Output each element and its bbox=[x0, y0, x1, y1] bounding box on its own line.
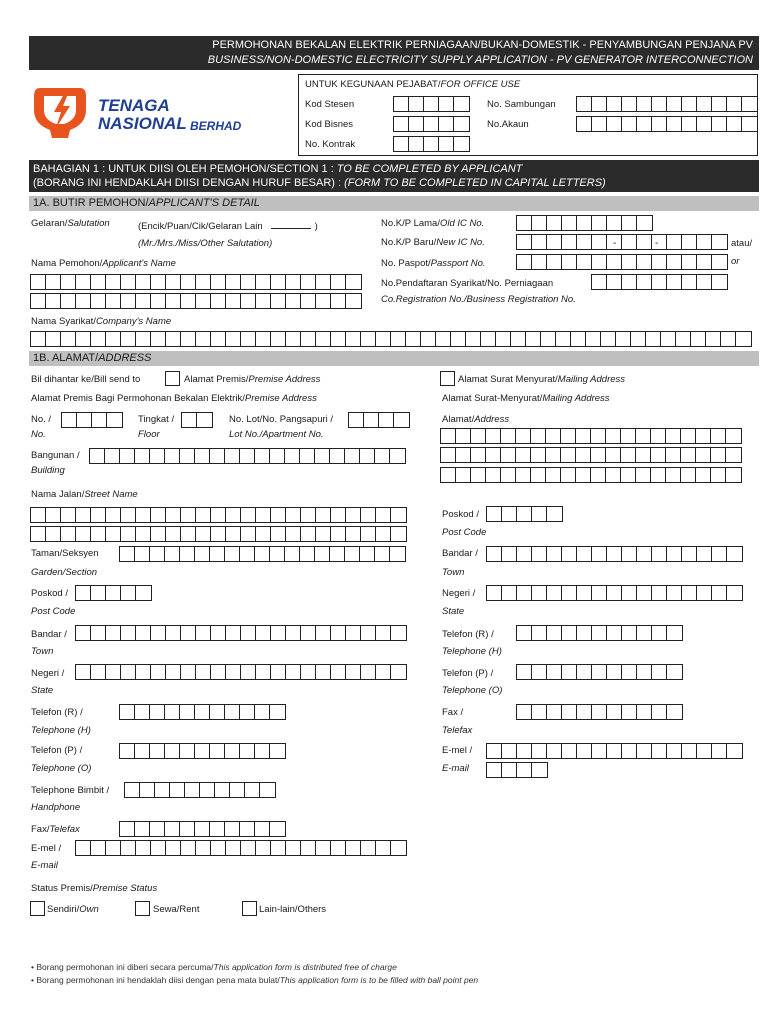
paspot-boxes[interactable] bbox=[516, 254, 728, 270]
section-1a-title: 1A. BUTIR PEMOHON/APPLICANT'S DETAIL bbox=[29, 196, 759, 211]
mail-bandar-label-en: Town bbox=[442, 567, 465, 578]
no-label-en: No. bbox=[31, 429, 46, 440]
negeri-boxes[interactable] bbox=[75, 664, 407, 680]
tingkat-label: Tingkat / bbox=[138, 414, 175, 425]
poskod-label-en: Post Code bbox=[31, 606, 76, 617]
premise-address-checkbox[interactable] bbox=[165, 371, 180, 386]
fax-label: Fax/Telefax bbox=[31, 824, 80, 835]
logo-line3: BERHAD bbox=[190, 119, 242, 133]
tnb-logo-icon bbox=[30, 80, 92, 142]
mail-address-row1[interactable] bbox=[440, 428, 742, 444]
tel-p-label-en: Telephone (O) bbox=[31, 763, 92, 774]
sendiri-checkbox[interactable] bbox=[30, 901, 45, 916]
mail-fax-label: Fax / bbox=[442, 707, 464, 718]
negeri-label-en: State bbox=[31, 685, 54, 696]
reg-label-en: Co.Registration No./Business Registration No. bbox=[381, 294, 576, 305]
mail-negeri-label-en: State bbox=[442, 606, 465, 617]
no-akaun-boxes[interactable] bbox=[576, 116, 758, 132]
jalan-boxes-row1[interactable] bbox=[30, 507, 407, 523]
bandar-boxes[interactable] bbox=[75, 625, 407, 641]
gelaran-options: (Encik/Puan/Cik/Gelaran Lain ) bbox=[138, 221, 318, 232]
sendiri-option: Sendiri/Own bbox=[47, 904, 99, 915]
mail-tel-r-boxes[interactable] bbox=[516, 625, 683, 641]
bangunan-boxes[interactable] bbox=[89, 448, 406, 464]
section1-header bbox=[29, 160, 759, 192]
jalan-boxes-row2[interactable] bbox=[30, 526, 407, 542]
no-sambungan-label: No. Sambungan bbox=[487, 99, 556, 110]
section-1b-title: 1B. ALAMAT/ADDRESS bbox=[29, 351, 759, 366]
bimbit-label: Telephone Bimbit / bbox=[31, 785, 110, 796]
footer-note-2: • Borang permohonan ini hendaklah diisi dengan pena mata bulat/This application form is to be filled with ball point pen bbox=[31, 975, 479, 985]
bimbit-boxes[interactable] bbox=[124, 782, 276, 798]
premise-address-option: Alamat Premis/Premise Address bbox=[184, 374, 321, 385]
nama-boxes-row1[interactable] bbox=[30, 274, 362, 290]
mail-poskod-label: Poskod / bbox=[442, 509, 479, 520]
alamat-label: Alamat/Address bbox=[442, 414, 510, 425]
or-label: or bbox=[731, 256, 740, 267]
mailing-address-option: Alamat Surat Menyurat/Mailing Address bbox=[458, 374, 626, 385]
gelaran-options-en: (Mr./Mrs./Miss/Other Salutation) bbox=[138, 238, 273, 249]
mail-email-boxes-row2[interactable] bbox=[486, 762, 548, 778]
office-use-box bbox=[298, 74, 758, 156]
bangunan-label-en: Building bbox=[31, 465, 65, 476]
tel-r-label-en: Telephone (H) bbox=[31, 725, 91, 736]
email-boxes[interactable] bbox=[75, 840, 407, 856]
mail-tel-p-label: Telefon (P) / bbox=[442, 668, 494, 679]
kod-bisnes-label: Kod Bisnes bbox=[305, 119, 354, 130]
atau-label: atau/ bbox=[731, 238, 753, 249]
mail-email-boxes-row1[interactable] bbox=[486, 743, 743, 759]
mail-email-label: E-mel / bbox=[442, 745, 473, 756]
no-akaun-label: No.Akaun bbox=[487, 119, 529, 130]
syarikat-boxes[interactable] bbox=[30, 331, 752, 347]
mail-negeri-boxes[interactable] bbox=[486, 585, 743, 601]
header-title-en: BUSINESS/NON-DOMESTIC ELECTRICITY SUPPLY APPLICATION - PV GENERATOR INTERCONNECTION bbox=[207, 54, 753, 66]
tel-r-label: Telefon (R) / bbox=[31, 707, 83, 718]
jalan-label: Nama Jalan/Street Name bbox=[31, 489, 138, 500]
tel-p-boxes[interactable] bbox=[119, 743, 286, 759]
header-title-ms: PERMOHONAN BEKALAN ELEKTRIK PERNIAGAAN/BUKAN-DOMESTIK - PENYAMBUNGAN PENJANA PV bbox=[212, 39, 753, 51]
tingkat-boxes[interactable] bbox=[181, 412, 213, 428]
mail-fax-boxes[interactable] bbox=[516, 704, 683, 720]
paspot-label: No. Paspot/Passport No. bbox=[381, 258, 486, 269]
tel-p-label: Telefon (P) / bbox=[31, 745, 83, 756]
syarikat-label: Nama Syarikat/Company's Name bbox=[31, 316, 172, 327]
kod-stesen-boxes[interactable] bbox=[393, 96, 470, 112]
bangunan-label: Bangunan / bbox=[31, 450, 80, 461]
nama-boxes-row2[interactable] bbox=[30, 293, 362, 309]
bandar-label-en: Town bbox=[31, 646, 54, 657]
section1-line2: (BORANG INI HENDAKLAH DIISI DENGAN HURUF BESAR) : (FORM TO BE COMPLETED IN CAPITAL LETTERS) bbox=[33, 177, 606, 189]
gelaran-label: Gelaran/Salutation bbox=[31, 218, 110, 229]
premis-bagi-label: Alamat Premis Bagi Permohonan Bekalan Elektrik/Premise Address bbox=[31, 393, 317, 404]
email-label-en: E-mail bbox=[31, 860, 58, 871]
ic-dash-2: - bbox=[655, 238, 659, 249]
no-kontrak-boxes[interactable] bbox=[393, 136, 470, 152]
poskod-label: Poskod / bbox=[31, 588, 68, 599]
sewa-checkbox[interactable] bbox=[135, 901, 150, 916]
ic-baru-boxes[interactable] bbox=[516, 234, 728, 250]
no-label: No. / bbox=[31, 414, 52, 425]
poskod-boxes[interactable] bbox=[75, 585, 152, 601]
reg-boxes[interactable] bbox=[591, 274, 728, 290]
mail-poskod-boxes[interactable] bbox=[486, 506, 563, 522]
lot-label-en: Lot No./Apartment No. bbox=[229, 429, 324, 440]
logo-line2: NASIONAL bbox=[98, 114, 187, 133]
mail-tel-p-boxes[interactable] bbox=[516, 664, 683, 680]
logo-line1: TENAGA bbox=[98, 96, 170, 115]
ic-lama-label: No.K/P Lama/Old IC No. bbox=[381, 218, 485, 229]
surat2-label: Alamat Surat-Menyurat/Mailing Address bbox=[442, 393, 610, 404]
bandar-label: Bandar / bbox=[31, 629, 67, 640]
bill-label: Bil dihantar ke/Bill send to bbox=[31, 374, 141, 385]
taman-label: Taman/Seksyen bbox=[31, 548, 99, 559]
no-boxes[interactable] bbox=[61, 412, 123, 428]
tingkat-label-en: Floor bbox=[138, 429, 160, 440]
gelaran-other-line[interactable] bbox=[271, 220, 311, 229]
mail-tel-r-label-en: Telephone (H) bbox=[442, 646, 502, 657]
mail-fax-label-en: Telefax bbox=[442, 725, 473, 736]
mail-negeri-label: Negeri / bbox=[442, 588, 476, 599]
mailing-address-checkbox[interactable] bbox=[440, 371, 455, 386]
nama-label: Nama Pemohon/Applicant's Name bbox=[31, 258, 176, 269]
lot-label: No. Lot/No. Pangsapuri / bbox=[229, 414, 334, 425]
lain-checkbox[interactable] bbox=[242, 901, 257, 916]
tnb-logo bbox=[30, 80, 280, 144]
kod-stesen-label: Kod Stesen bbox=[305, 99, 355, 110]
bimbit-label-en: Handphone bbox=[31, 802, 81, 813]
section1-line1: BAHAGIAN 1 : UNTUK DIISI OLEH PEMOHON/SECTION 1 : TO BE COMPLETED BY APPLICANT bbox=[33, 163, 523, 175]
lain-option: Lain-lain/Others bbox=[259, 904, 327, 915]
mail-poskod-label-en: Post Code bbox=[442, 527, 487, 538]
no-sambungan-boxes[interactable] bbox=[576, 96, 758, 112]
office-title: UNTUK KEGUNAAN PEJABAT/FOR OFFICE USE bbox=[305, 79, 521, 90]
footer-note-1: • Borang permohonan ini diberi secara percuma/This application form is distributed free of charge bbox=[31, 962, 397, 972]
mail-tel-p-label-en: Telephone (O) bbox=[442, 685, 503, 696]
no-kontrak-label: No. Kontrak bbox=[305, 139, 356, 150]
email-label: E-mel / bbox=[31, 843, 62, 854]
sewa-option: Sewa/Rent bbox=[153, 904, 200, 915]
tel-r-boxes[interactable] bbox=[119, 704, 286, 720]
mail-email-label-en: E-mail bbox=[442, 763, 469, 774]
fax-boxes[interactable] bbox=[119, 821, 286, 837]
taman-label-en: Garden/Section bbox=[31, 567, 98, 578]
mail-bandar-boxes[interactable] bbox=[486, 546, 743, 562]
ic-dash-1: - bbox=[613, 238, 617, 249]
form-header bbox=[29, 36, 759, 70]
taman-boxes[interactable] bbox=[119, 546, 406, 562]
mail-tel-r-label: Telefon (R) / bbox=[442, 629, 494, 640]
lot-boxes[interactable] bbox=[348, 412, 410, 428]
mail-address-row2[interactable] bbox=[440, 447, 742, 463]
mail-bandar-label: Bandar / bbox=[442, 548, 478, 559]
kod-bisnes-boxes[interactable] bbox=[393, 116, 470, 132]
mail-address-row3[interactable] bbox=[440, 467, 742, 483]
reg-label: No.Pendaftaran Syarikat/No. Perniagaan bbox=[381, 278, 554, 289]
ic-baru-label: No.K/P Baru/New IC No. bbox=[381, 237, 485, 248]
negeri-label: Negeri / bbox=[31, 668, 65, 679]
status-label: Status Premis/Premise Status bbox=[31, 883, 158, 894]
ic-lama-boxes[interactable] bbox=[516, 215, 653, 231]
